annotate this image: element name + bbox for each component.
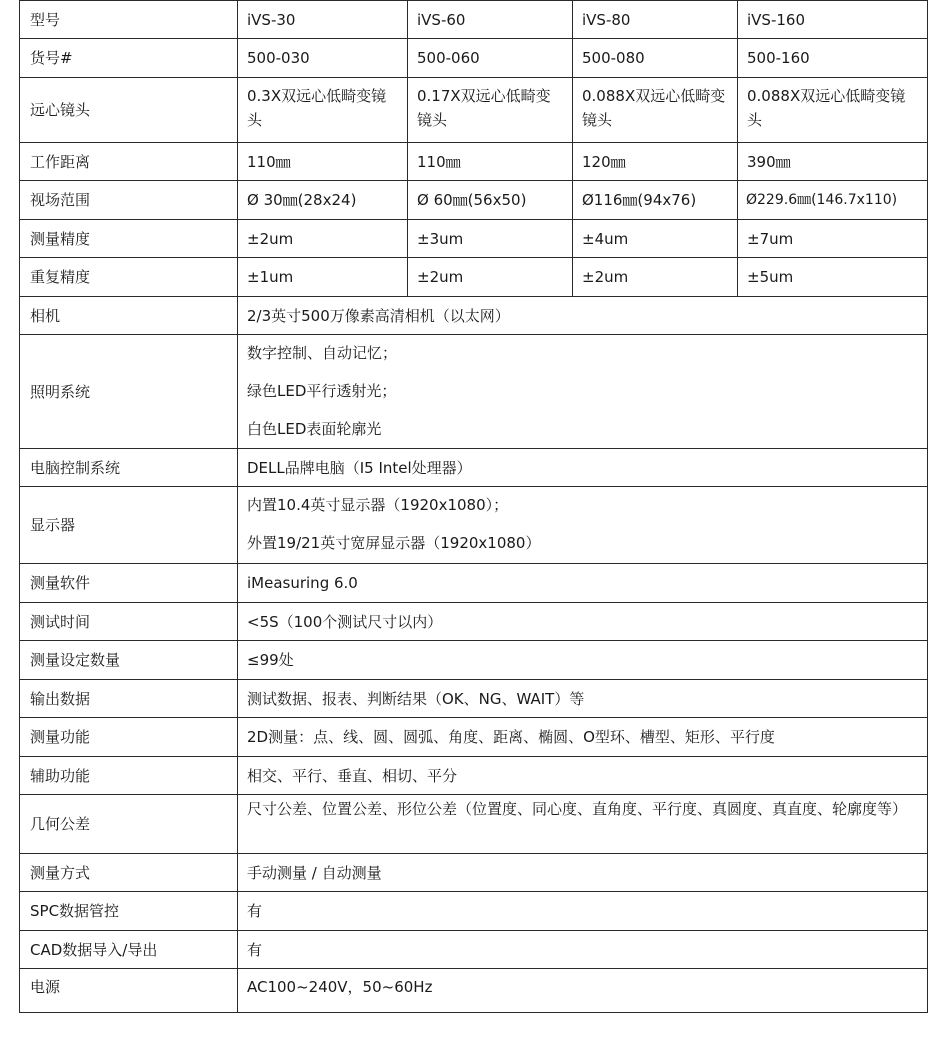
label-test-time: 测试时间: [20, 603, 238, 641]
cell-model-1: iVS-30: [238, 1, 408, 39]
row-cad: [20, 931, 928, 969]
cell-repeatability-1: ±1um: [238, 258, 408, 297]
cell-fov-4: Ø229.6㎜(146.7x110): [738, 181, 928, 220]
label-output: 输出数据: [20, 680, 238, 718]
cell-lens-3: 0.088X双远心低畸变镜头: [573, 78, 738, 143]
value-mode: 手动测量 / 自动测量: [238, 854, 928, 892]
label-camera: 相机: [20, 297, 238, 335]
cell-model-3: iVS-80: [573, 1, 738, 39]
row-model: [20, 1, 928, 39]
cell-repeatability-3: ±2um: [573, 258, 738, 297]
spec-table: [19, 0, 928, 1013]
cell-part-no-2: 500-060: [408, 39, 573, 78]
cell-repeatability-2: ±2um: [408, 258, 573, 297]
row-spc: [20, 892, 928, 931]
row-camera: [20, 297, 928, 335]
label-repeatability: 重复精度: [20, 258, 238, 297]
value-camera: 2/3英寸500万像素高清相机（以太网）: [238, 297, 928, 335]
cell-model-4: iVS-160: [738, 1, 928, 39]
display-line-1: 内置10.4英寸显示器（1920x1080）；: [247, 496, 509, 514]
cell-repeatability-4: ±5um: [738, 258, 928, 297]
cell-part-no-4: 500-160: [738, 39, 928, 78]
value-lighting: [238, 335, 928, 449]
label-tolerance: 几何公差: [20, 795, 238, 854]
cell-part-no-3: 500-080: [573, 39, 738, 78]
cell-accuracy-3: ±4um: [573, 220, 738, 258]
row-mode: [20, 854, 928, 892]
row-lighting: [20, 335, 928, 449]
label-spc: SPC数据管控: [20, 892, 238, 931]
value-display: [238, 487, 928, 564]
row-tolerance: [20, 795, 928, 854]
value-output: 测试数据、报表、判断结果（OK、NG、WAIT）等: [238, 680, 928, 718]
label-display: 显示器: [20, 487, 238, 564]
label-count: 测量设定数量: [20, 641, 238, 680]
cell-fov-2: Ø 60㎜(56x50): [408, 181, 573, 220]
label-fov: 视场范围: [20, 181, 238, 220]
cell-working-distance-3: 120㎜: [573, 143, 738, 181]
cell-working-distance-1: 110㎜: [238, 143, 408, 181]
row-accuracy: [20, 220, 928, 258]
lighting-line-3: 白色LED表面轮廓光: [247, 420, 382, 438]
cell-fov-1: Ø 30㎜(28x24): [238, 181, 408, 220]
value-aux: 相交、平行、垂直、相切、平分: [238, 757, 928, 795]
row-repeatability: [20, 258, 928, 297]
label-mode: 测量方式: [20, 854, 238, 892]
row-display: [20, 487, 928, 564]
label-accuracy: 测量精度: [20, 220, 238, 258]
cell-working-distance-4: 390㎜: [738, 143, 928, 181]
value-spc: 有: [238, 892, 928, 931]
display-spacer: [247, 517, 918, 531]
lighting-line-1: 数字控制、自动记忆；: [247, 344, 398, 362]
cell-accuracy-4: ±7um: [738, 220, 928, 258]
row-power: [20, 969, 928, 1013]
row-aux: [20, 757, 928, 795]
row-pc: [20, 449, 928, 487]
value-power: AC100~240V，50~60Hz: [238, 969, 928, 1013]
row-test-time: [20, 603, 928, 641]
lighting-spacer-1: [247, 365, 918, 379]
row-output: [20, 680, 928, 718]
value-pc: DELL品牌电脑（I5 Intel处理器）: [238, 449, 928, 487]
cell-part-no-1: 500-030: [238, 39, 408, 78]
value-count: ≤99处: [238, 641, 928, 680]
label-power: 电源: [20, 969, 238, 1013]
label-model: 型号: [20, 1, 238, 39]
row-fov: [20, 181, 928, 220]
cell-working-distance-2: 110㎜: [408, 143, 573, 181]
row-working-distance: [20, 143, 928, 181]
label-software: 测量软件: [20, 564, 238, 603]
cell-lens-1: 0.3X双远心低畸变镜头: [238, 78, 408, 143]
value-cad: 有: [238, 931, 928, 969]
label-functions: 测量功能: [20, 718, 238, 757]
label-lens: 远心镜头: [20, 78, 238, 143]
label-pc: 电脑控制系统: [20, 449, 238, 487]
display-line-2: 外置19/21英寸宽屏显示器（1920x1080）: [247, 534, 541, 552]
label-working-distance: 工作距离: [20, 143, 238, 181]
value-test-time: <5S（100个测试尺寸以内）: [238, 603, 928, 641]
label-lighting: 照明系统: [20, 335, 238, 449]
cell-lens-2: 0.17X双远心低畸变镜头: [408, 78, 573, 143]
row-software: [20, 564, 928, 603]
row-lens: [20, 78, 928, 143]
label-aux: 辅助功能: [20, 757, 238, 795]
row-part-no: [20, 39, 928, 78]
value-tolerance: 尺寸公差、位置公差、形位公差（位置度、同心度、直角度、平行度、真圆度、真直度、轮廓度等）: [238, 795, 928, 854]
value-software: iMeasuring 6.0: [238, 564, 928, 603]
cell-accuracy-2: ±3um: [408, 220, 573, 258]
label-cad: CAD数据导入/导出: [20, 931, 238, 969]
lighting-line-2: 绿色LED平行透射光；: [247, 382, 397, 400]
row-count: [20, 641, 928, 680]
cell-fov-3: Ø116㎜(94x76): [573, 181, 738, 220]
value-functions: 2D测量：点、线、圆、圆弧、角度、距离、椭圆、O型环、槽型、矩形、平行度: [238, 718, 928, 757]
row-functions: [20, 718, 928, 757]
cell-accuracy-1: ±2um: [238, 220, 408, 258]
label-part-no: 货号#: [20, 39, 238, 78]
lighting-spacer-2: [247, 403, 918, 417]
cell-lens-4: 0.088X双远心低畸变镜头: [738, 78, 928, 143]
cell-model-2: iVS-60: [408, 1, 573, 39]
